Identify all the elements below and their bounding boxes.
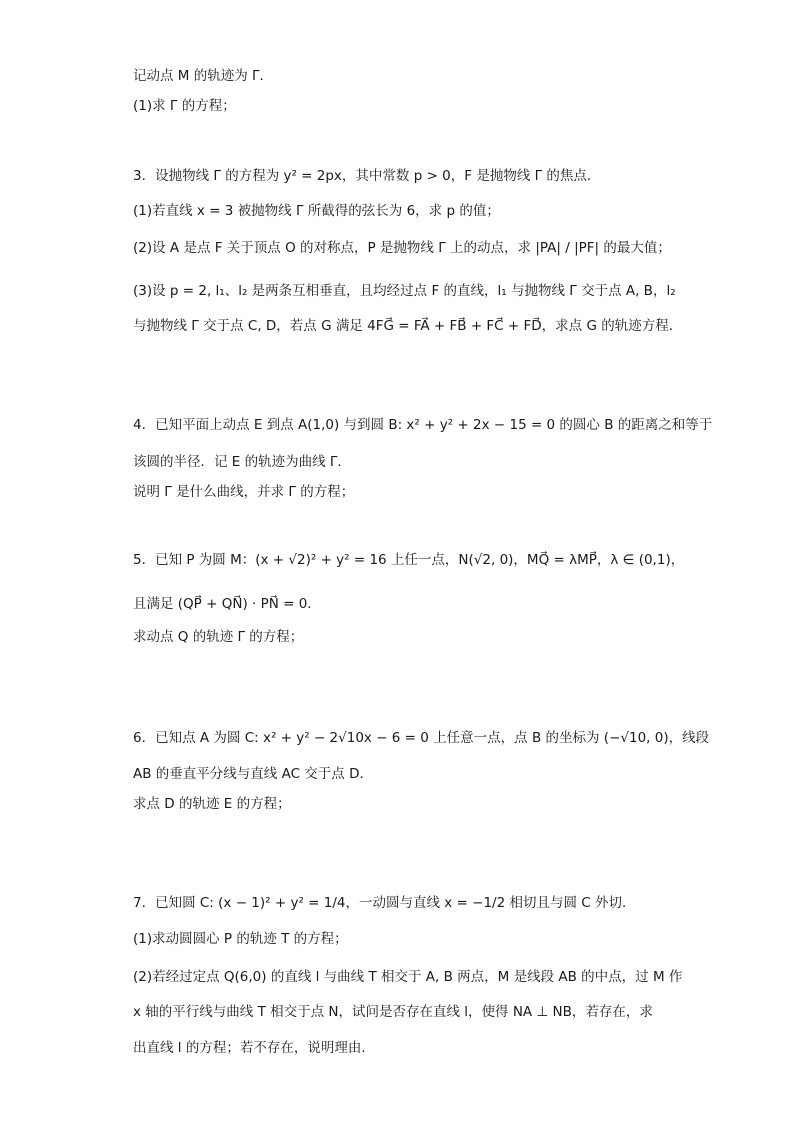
- question-6-stem-cont: AB 的垂直平分线与直线 AC 交于点 D．: [133, 766, 373, 782]
- question-7-stem: 7．已知圆 C: (x − 1)² + y² = 1/4，一动圆与直线 x = −1/2 相切且与圆 C 外切．: [133, 895, 636, 911]
- question-7-part-2-end: 出直线 l 的方程；若不存在，说明理由．: [133, 1040, 375, 1056]
- question-7-part-2: (2)若经过定点 Q(6,0) 的直线 l 与曲线 T 相交于 A, B 两点，M 是线段 AB 的中点，过 M 作: [133, 969, 683, 985]
- question-3-part-2: (2)设 A 是点 F 关于顶点 O 的对称点，P 是抛物线 Γ 上的动点，求 |PA| / |PF| 的最大值；: [133, 240, 671, 256]
- question-4-task: 说明 Γ 是什么曲线，并求 Γ 的方程；: [133, 484, 355, 500]
- question-3-part-3-cont: 与抛物线 Γ 交于点 C, D，若点 G 满足 4FG⃗ = FA⃗ + FB⃗ + FC⃗ + FD⃗，求点 G 的轨迹方程．: [133, 318, 683, 334]
- question-6-stem: 6．已知点 A 为圆 C: x² + y² − 2√10x − 6 = 0 上任意一点，点 B 的坐标为 (−√10, 0)，线段: [133, 730, 710, 746]
- question-5-stem: 5．已知 P 为圆 M：(x + √2)² + y² = 16 上任一点，N(√2, 0)，MQ⃗ = λMP⃗，λ ∈ (0,1)，: [133, 552, 685, 568]
- question-5-condition: 且满足 (QP⃗ + QN⃗) · PN⃗ = 0．: [133, 596, 321, 612]
- question-5-task: 求动点 Q 的轨迹 Γ 的方程；: [133, 629, 304, 645]
- question-3-part-3: (3)设 p = 2, l₁、l₂ 是两条互相垂直，且均经过点 F 的直线，l₁ 与抛物线 Γ 交于点 A, B，l₂: [133, 283, 676, 299]
- text-line-1: 记动点 M 的轨迹为 Γ．: [133, 68, 274, 84]
- question-4-stem: 4．已知平面上动点 E 到点 A(1,0) 与到圆 B: x² + y² + 2x − 15 = 0 的圆心 B 的距离之和等于: [133, 417, 713, 433]
- question-7-part-2-cont: x 轴的平行线与曲线 T 相交于点 N，试问是否存在直线 l，使得 NA ⊥ NB，若存在，求: [133, 1004, 653, 1020]
- question-6-task: 求点 D 的轨迹 E 的方程；: [133, 796, 291, 812]
- question-4-stem-cont: 该圆的半径．记 E 的轨迹为曲线 Γ．: [133, 454, 351, 470]
- question-3-part-1: (1)若直线 x = 3 被抛物线 Γ 所截得的弦长为 6，求 p 的值；: [133, 203, 500, 219]
- text-line-2: (1)求 Γ 的方程；: [133, 98, 236, 114]
- question-3-stem: 3．设抛物线 Γ 的方程为 y² = 2px，其中常数 p > 0，F 是抛物线 Γ 的焦点．: [133, 168, 601, 184]
- question-7-part-1: (1)求动圆圆心 P 的轨迹 T 的方程；: [133, 931, 348, 947]
